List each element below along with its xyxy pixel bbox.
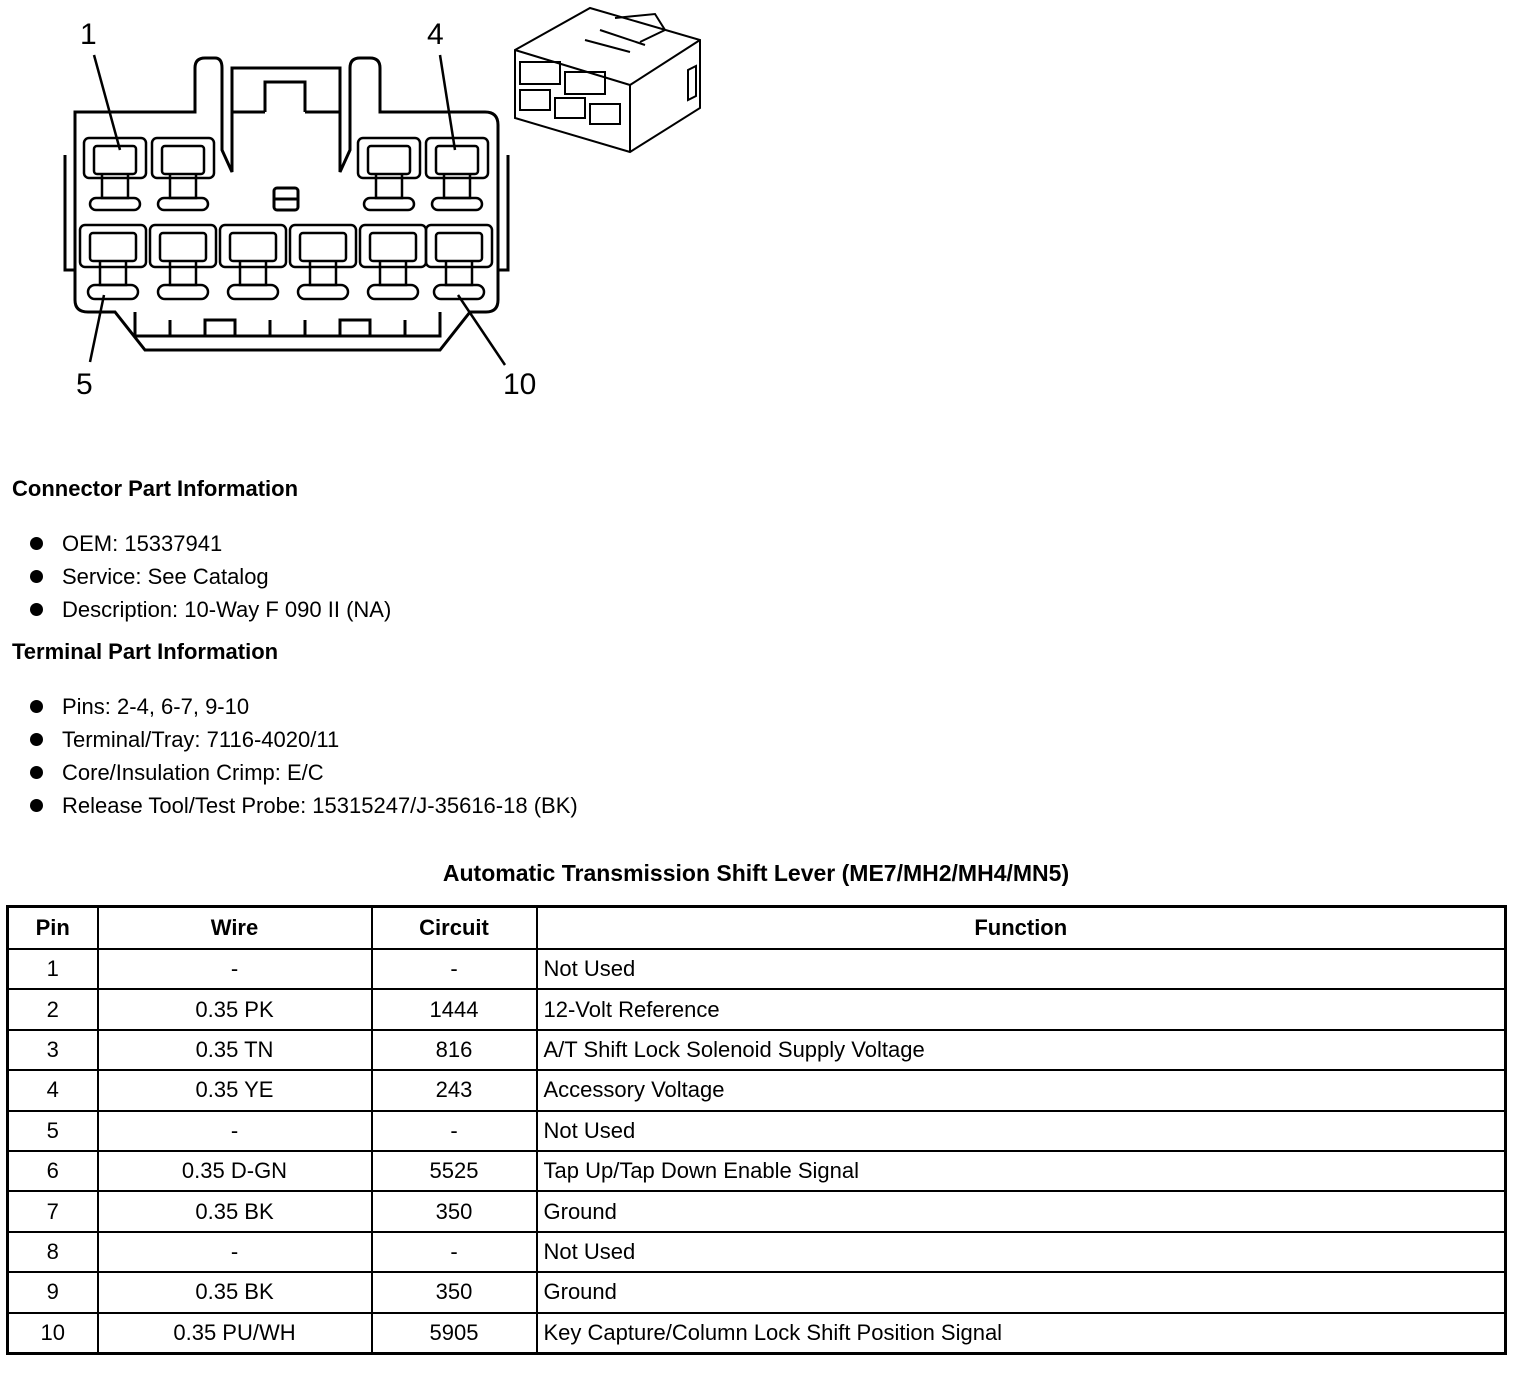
cell-wire: -: [98, 1111, 372, 1151]
cell-function: A/T Shift Lock Solenoid Supply Voltage: [537, 1030, 1506, 1070]
connector-diagram: [0, 0, 740, 420]
cell-pin: 10: [8, 1313, 98, 1354]
cell-circuit: -: [372, 949, 537, 989]
connector-info-title: Connector Part Information: [12, 476, 299, 501]
cell-circuit: -: [372, 1232, 537, 1272]
terminal-info-list: [28, 690, 578, 822]
table-row: [8, 1272, 1506, 1312]
cell-wire: 0.35 PK: [98, 989, 372, 1029]
cell-wire: 0.35 BK: [98, 1272, 372, 1312]
cell-wire: 0.35 YE: [98, 1070, 372, 1110]
table-row: [8, 949, 1506, 989]
pinout-table: [6, 905, 1507, 1355]
list-item: Core/Insulation Crimp: E/C: [28, 756, 578, 789]
cell-wire: 0.35 BK: [98, 1191, 372, 1231]
cell-wire: 0.35 PU/WH: [98, 1313, 372, 1354]
cell-pin: 6: [8, 1151, 98, 1191]
list-item: Terminal/Tray: 7116-4020/11: [28, 723, 578, 756]
cell-function: Key Capture/Column Lock Shift Position Signal: [537, 1313, 1506, 1354]
cell-wire: -: [98, 949, 372, 989]
cell-pin: 7: [8, 1191, 98, 1231]
cell-wire: 0.35 D-GN: [98, 1151, 372, 1191]
pin-label-5: 5: [76, 368, 93, 401]
cell-pin: 1: [8, 949, 98, 989]
connector-info-list: [28, 527, 391, 626]
cell-wire: -: [98, 1232, 372, 1272]
cell-function: Not Used: [537, 1232, 1506, 1272]
header-function: Function: [537, 907, 1506, 950]
bullet-icon: [30, 700, 43, 713]
cell-function: Ground: [537, 1191, 1506, 1231]
cell-pin: 4: [8, 1070, 98, 1110]
table-row: [8, 1070, 1506, 1110]
cell-pin: 3: [8, 1030, 98, 1070]
table-row: [8, 1111, 1506, 1151]
terminal-info-title: Terminal Part Information: [12, 639, 279, 664]
cell-circuit: -: [372, 1111, 537, 1151]
table-row: [8, 1151, 1506, 1191]
cell-circuit: 5525: [372, 1151, 537, 1191]
cell-circuit: 816: [372, 1030, 537, 1070]
cell-pin: 2: [8, 989, 98, 1029]
cell-pin: 5: [8, 1111, 98, 1151]
table-row: [8, 1313, 1506, 1354]
list-item: Release Tool/Test Probe: 15315247/J-35616-18 (BK): [28, 789, 578, 822]
cell-function: Accessory Voltage: [537, 1070, 1506, 1110]
list-item: Pins: 2-4, 6-7, 9-10: [28, 690, 578, 723]
cell-circuit: 243: [372, 1070, 537, 1110]
bullet-icon: [30, 537, 43, 550]
table-row: [8, 1030, 1506, 1070]
table-header-row: [8, 907, 1506, 950]
list-item: OEM: 15337941: [28, 527, 391, 560]
cell-wire: 0.35 TN: [98, 1030, 372, 1070]
header-pin: Pin: [8, 907, 98, 950]
table-row: [8, 1191, 1506, 1231]
cell-function: Not Used: [537, 949, 1506, 989]
header-wire: Wire: [98, 907, 372, 950]
bullet-icon: [30, 733, 43, 746]
bullet-icon: [30, 766, 43, 779]
connector-face-drawing: [0, 0, 740, 420]
pin-label-4: 4: [427, 18, 444, 51]
pin-label-1: 1: [80, 18, 97, 51]
cell-function: Not Used: [537, 1111, 1506, 1151]
list-item: Service: See Catalog: [28, 560, 391, 593]
cell-function: Ground: [537, 1272, 1506, 1312]
table-row: [8, 1232, 1506, 1272]
cell-function: 12-Volt Reference: [537, 989, 1506, 1029]
pin-label-10: 10: [503, 368, 537, 401]
cell-circuit: 1444: [372, 989, 537, 1029]
table-row: [8, 989, 1506, 1029]
cell-circuit: 5905: [372, 1313, 537, 1354]
cell-circuit: 350: [372, 1191, 537, 1231]
cell-pin: 9: [8, 1272, 98, 1312]
cell-pin: 8: [8, 1232, 98, 1272]
cell-function: Tap Up/Tap Down Enable Signal: [537, 1151, 1506, 1191]
header-circuit: Circuit: [372, 907, 537, 950]
bullet-icon: [30, 570, 43, 583]
bullet-icon: [30, 603, 43, 616]
list-item: Description: 10-Way F 090 II (NA): [28, 593, 391, 626]
bullet-icon: [30, 799, 43, 812]
table-title: Automatic Transmission Shift Lever (ME7/MH2/MH4/MN5): [442, 860, 1070, 886]
cell-circuit: 350: [372, 1272, 537, 1312]
